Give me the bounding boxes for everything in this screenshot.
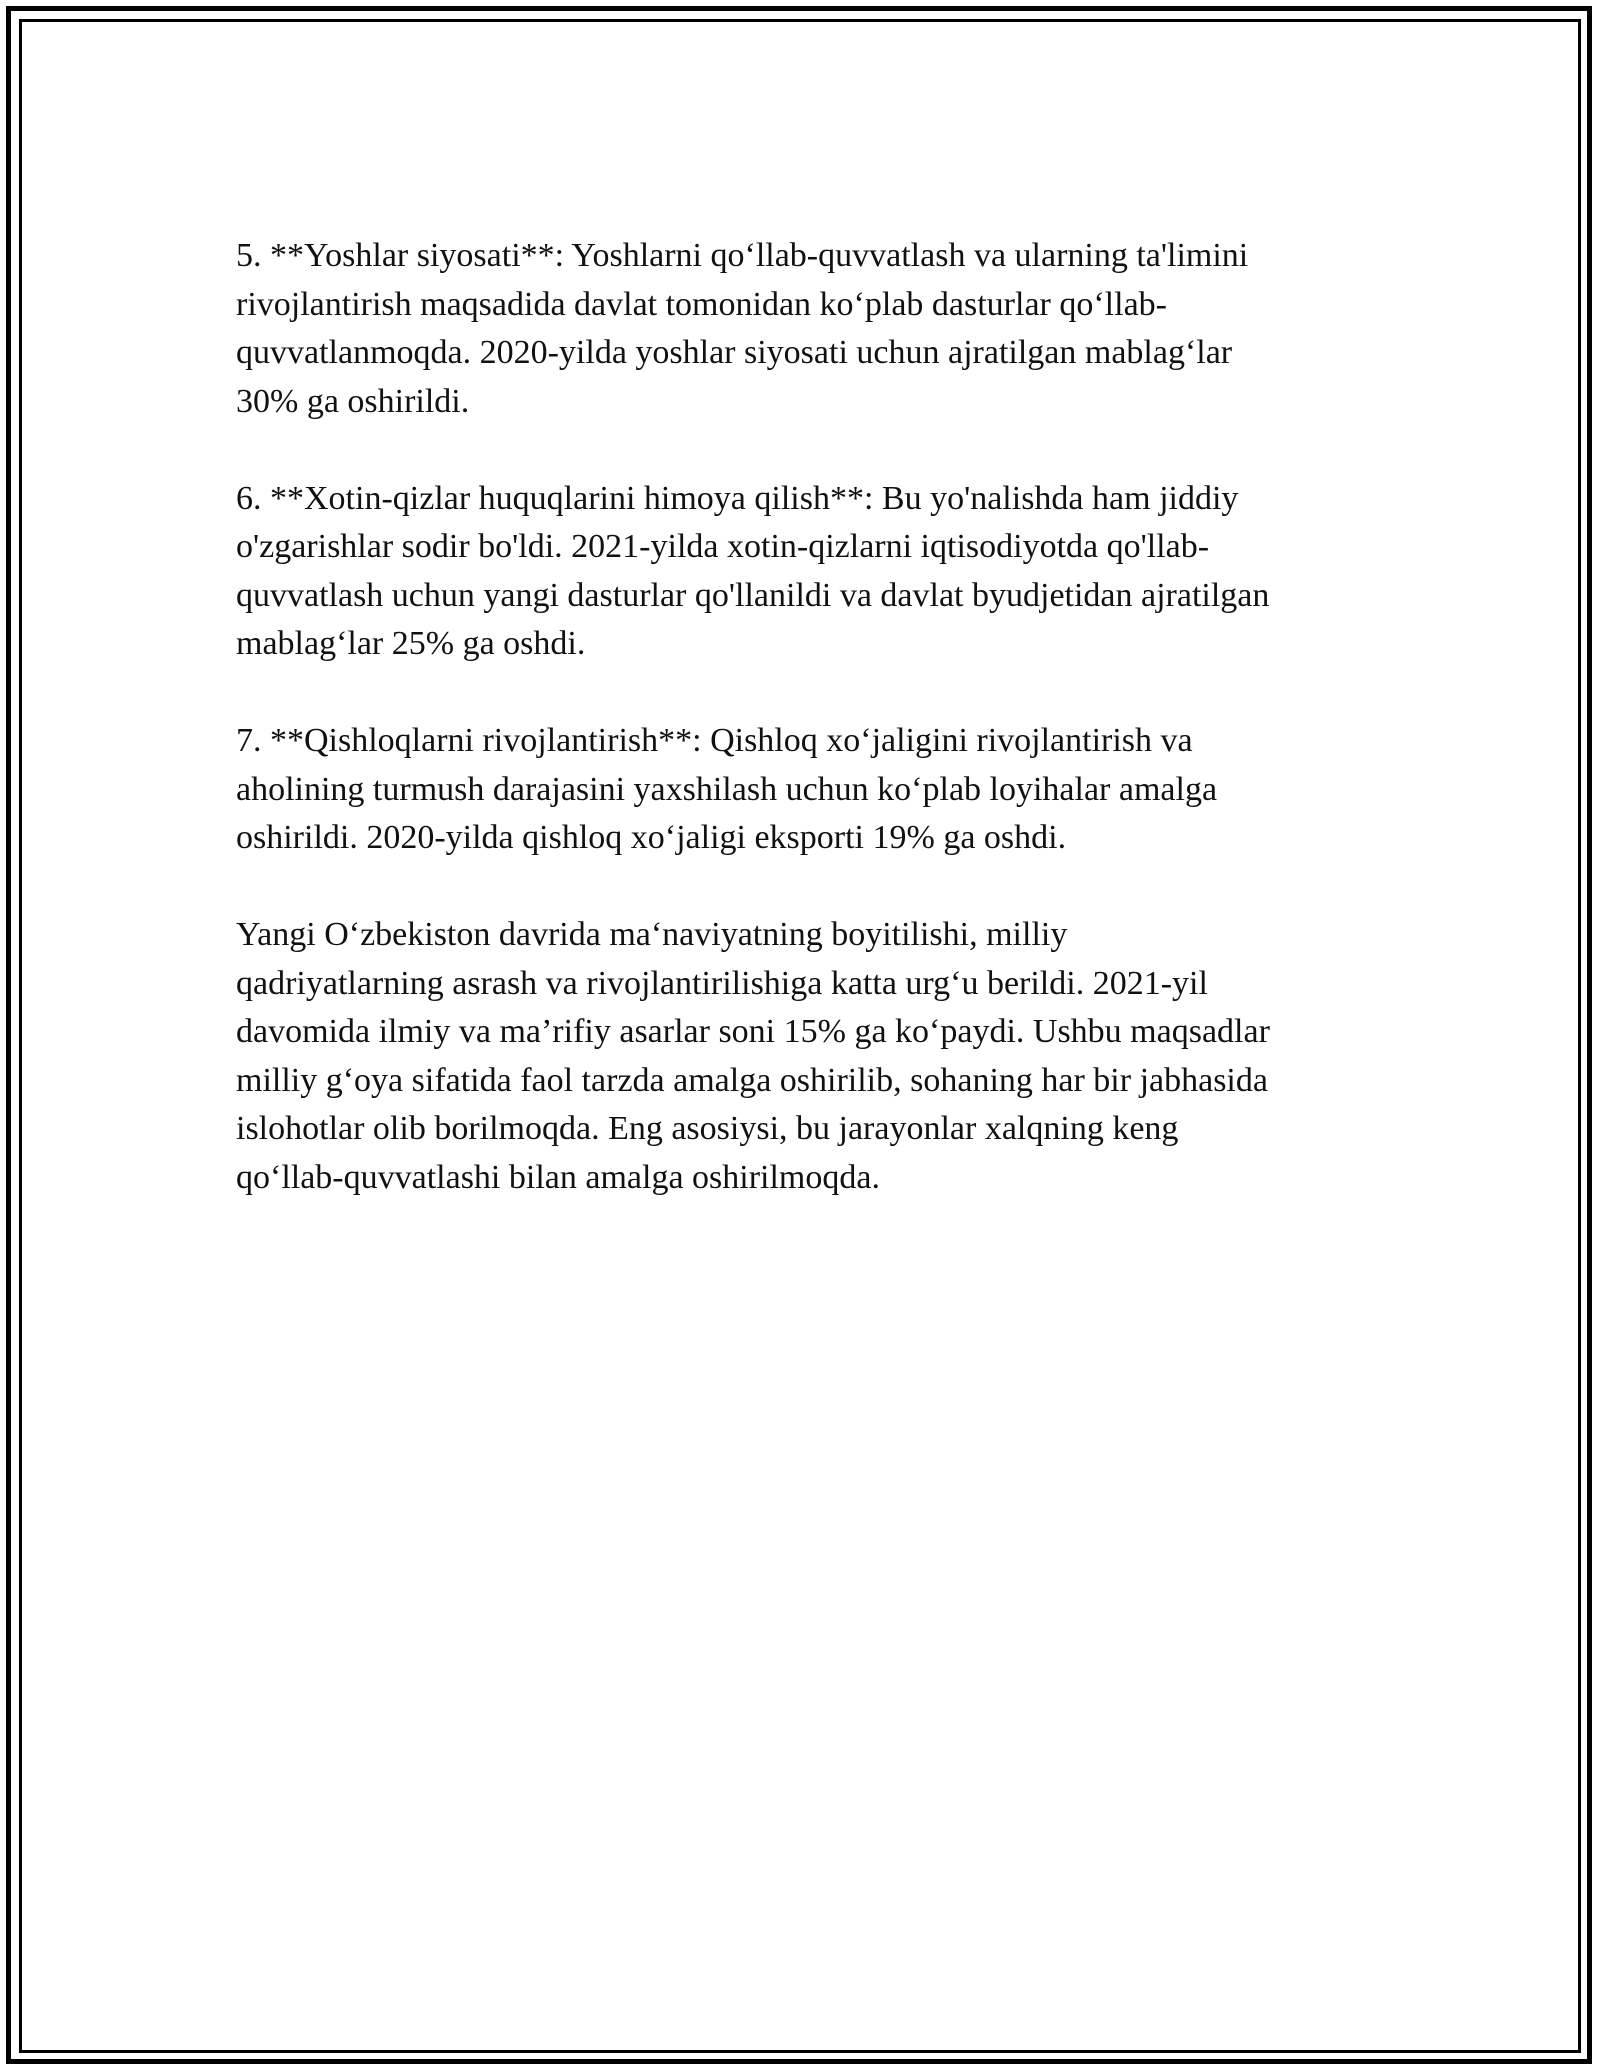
paragraph-rural-development: 7. **Qishloqlarni rivojlantirish**: Qishloq xo‘jaligini rivojlantirish va aholining turmush darajasini yaxshilash uchun ko‘plab loyihalar amalga oshirildi. 2020-yilda qishloq xo‘jaligi eksporti 19% ga oshdi.	[236, 722, 1218, 856]
document-body	[236, 232, 1356, 1202]
paragraph-youth-policy: 5. **Yoshlar siyosati**: Yoshlarni qo‘llab-quvvatlash va ularning ta'limini rivojlantirish maqsadida davlat tomonidan ko‘plab dasturlar qo‘llab- quvvatlanmoqda. 2020-yilda yoshlar siyosati uchun ajratilgan mablag‘lar 30% ga oshirildi.	[236, 237, 1249, 420]
paragraph-new-uzbekistan: Yangi O‘zbekiston davrida ma‘naviyatning boyitilishi, milliy qadriyatlarning asrash va rivojlantirilishiga katta urg‘u berildi. 2021-yil davomida ilmiy va ma’rifiy asarlar soni 15% ga ko‘paydi. Ushbu maqsadlar milliy g‘oya sifatida faol tarzda amalga oshirilib, sohaning har bir jabhasida islohotlar olib borilmoqda. Eng asosiysi, bu jarayonlar xalqning keng qo‘llab-quvvatlashi bilan amalga oshirilmoqda.	[236, 916, 1270, 1196]
paragraph-womens-rights: 6. **Xotin-qizlar huquqlarini himoya qilish**: Bu yo'nalishda ham jiddiy o'zgarishlar sodir bo'ldi. 2021-yilda xotin-qizlarni iqtisodiyotda qo'llab- quvvatlash uchun yangi dasturlar qo'llanildi va davlat byudjetidan ajratilgan mablag‘lar 25% ga oshdi.	[236, 479, 1270, 662]
